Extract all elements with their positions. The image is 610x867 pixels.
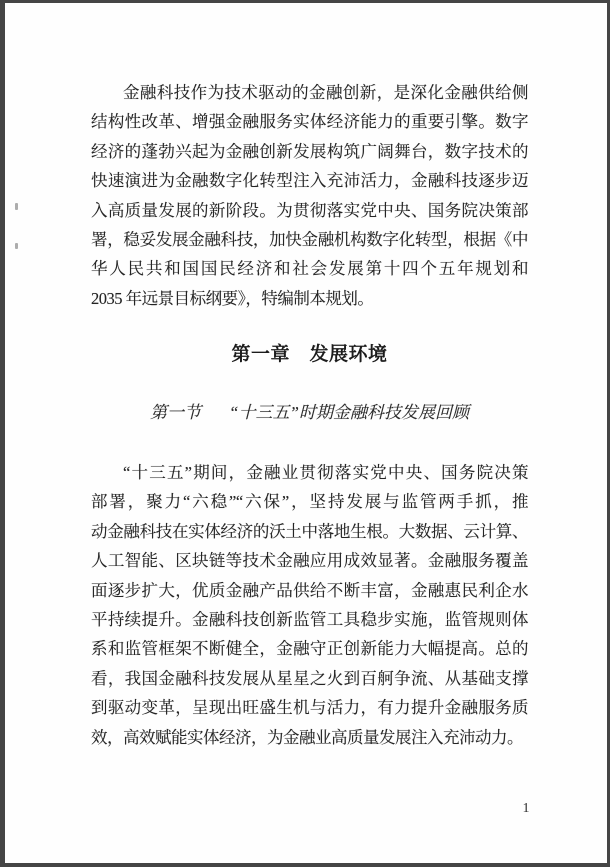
paragraph-line: 金融科技作为技术驱动的金融创新，是深化金融供给侧 — [123, 83, 528, 102]
chapter-heading: 第一章 发展环境 — [231, 344, 388, 365]
paragraph-line: 结构性改革、增强金融服务实体经济能力的重要引擎。数字 — [91, 112, 528, 132]
body-paragraph-1 — [91, 78, 528, 313]
paragraph-line: 部署，聚力“六稳”“六保”，坚持发展与监管两手抓，推 — [91, 492, 528, 512]
section-heading-title: “十三五”时期金融科技发展回顾 — [229, 403, 469, 422]
paragraph-line: 2035 年远景目标纲要》，特编制本规划。 — [91, 288, 374, 308]
paragraph-line: 系和监管框架不断健全，金融守正创新能力大幅提高。总的 — [91, 639, 528, 659]
paragraph-line: 华人民共和国国民经济和社会发展第十四个五年规划和 — [91, 259, 528, 279]
paragraph-line: 平持续提升。金融科技创新监管工具稳步实施，监管规则体 — [91, 609, 528, 629]
scan-edge-bottom — [0, 863, 610, 867]
section-heading-number: 第一节 — [150, 403, 202, 422]
paragraph-line: 人工智能、区块链等技术金融应用成效显著。金融服务覆盖 — [91, 551, 528, 571]
scan-speck — [15, 243, 18, 249]
paragraph-line: 动金融科技在实体经济的沃土中落地生根。大数据、云计算、 — [91, 521, 528, 541]
paragraph-line: 效，高效赋能实体经济，为金融业高质量发展注入充沛动力。 — [91, 727, 523, 747]
paragraph-line: 到驱动变革，呈现出旺盛生机与活力，有力提升金融服务质 — [91, 698, 528, 718]
scan-edge-left — [0, 0, 5, 867]
section-heading — [91, 401, 528, 424]
body-paragraph-2 — [91, 458, 528, 752]
scan-speck — [15, 203, 18, 210]
paragraph-line: 经济的蓬勃兴起为金融创新发展构筑广阔舞台，数字技术的 — [91, 141, 528, 161]
paragraph-line: “十三五”期间，金融业贯彻落实党中央、国务院决策 — [123, 463, 528, 482]
paragraph-line: 入高质量发展的新阶段。为贯彻落实党中央、国务院决策部 — [91, 200, 528, 220]
paragraph-line: 看，我国金融科技发展从星星之火到百舸争流、从基础支撑 — [91, 668, 528, 688]
page-number: 1 — [522, 801, 530, 816]
scan-edge-top — [0, 0, 610, 3]
paragraph-line: 快速演进为金融数字化转型注入充沛活力，金融科技逐步迈 — [91, 171, 528, 191]
paragraph-line: 署，稳妥发展金融科技，加快金融机构数字化转型，根据《中 — [91, 229, 528, 249]
paragraph-line: 面逐步扩大，优质金融产品供给不断丰富，金融惠民利企水 — [91, 580, 528, 600]
